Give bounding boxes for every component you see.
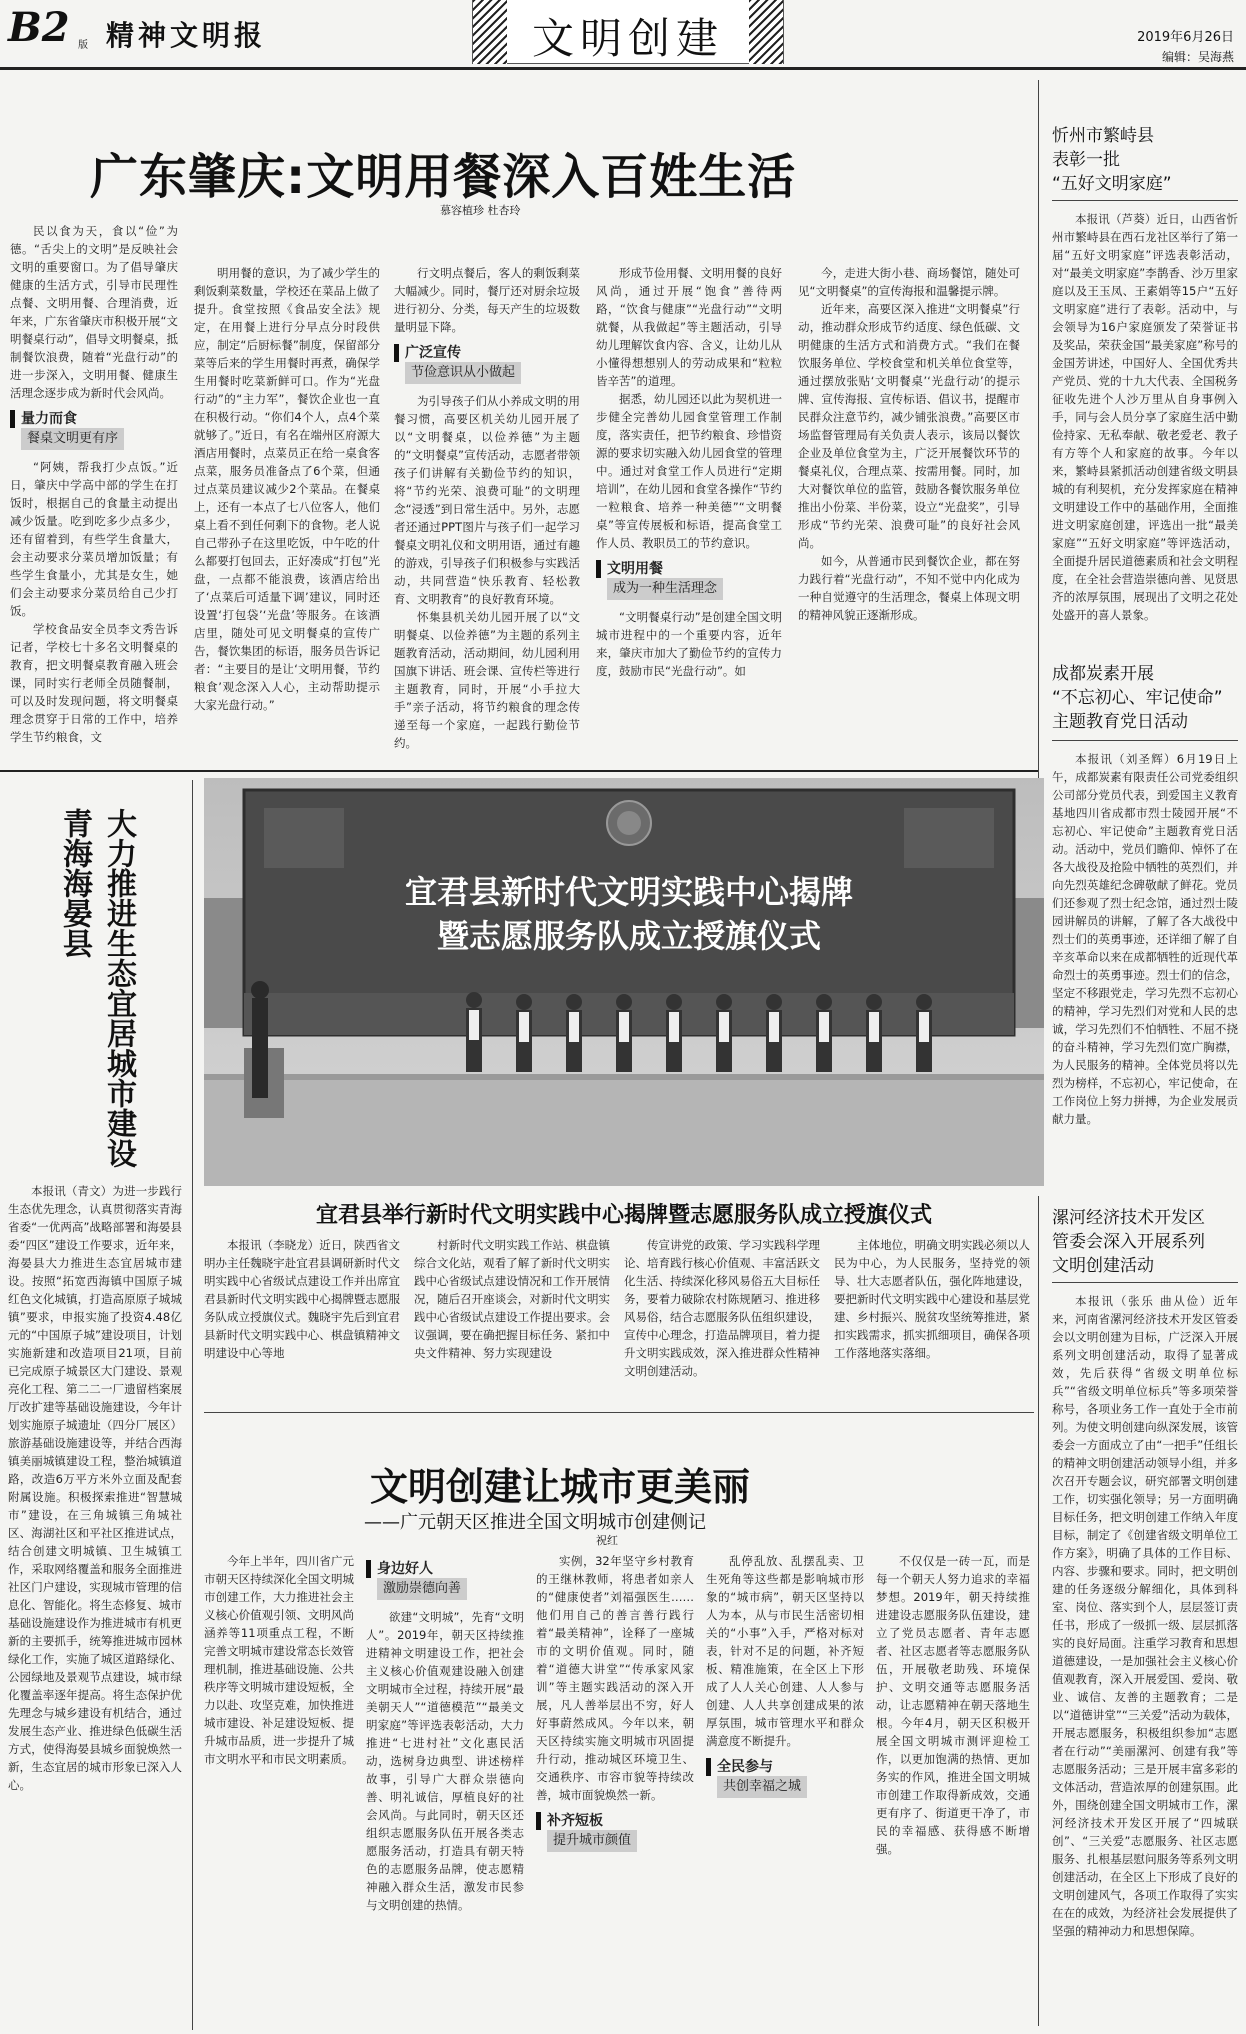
article1-column-3 bbox=[394, 264, 580, 760]
paragraph: 如今，从普通市民到餐饮企业，都在努力践行着“光盘行动”，不知不觉中内化成为一种自觉遵守的生活理念，餐桌上体现文明的精神风貌正逐渐形成。 bbox=[798, 554, 1020, 622]
paragraph: 形成节俭用餐、文明用餐的良好风尚，通过开展“饱食”善待两路，“饮食与健康”“光盘行动”“文明就餐，从我做起”等主题活动，引导幼儿理解饮食内容、含义，让幼儿从小懂得想想别人的劳动成果和“粒粒皆辛苦”的道理。 bbox=[596, 266, 782, 388]
subhead-subtitle: 激励崇德向善 bbox=[377, 1578, 467, 1600]
paragraph: 本报讯（青文）为进一步践行生态优先理念，认真贯彻落实青海省委“一优两高”战略部署和海晏县委“四区”建设工作要求，近年来，海晏县大力推进生态宜居城市建设。按照“拓宽西海镇中国原子城红色文化城镇，打造高原原子城城镇”要求，申报实施了投资4.48亿元的“中国原子城”建设项目，计划实施新建和改造项目21项，目前已完成原子城景区大门建设、景观亮化工程、第二二一厂遗留档案展厅改扩建等基础设施建设，今年计划实施原子城遗址（四分厂展区）旅游基础设施建设等，并结合西海镇美丽城镇建设工程，整治城镇道路，改造6万平方米外立面及配套附属设施。积极探索推进“智慧城市”建设，在三角城镇三角城社区、海湖社区和平社区推进试点，结合创建文明城镇、卫生城镇工作，采取网络覆盖和服务全面推进社区门户建设，实现城市管理的信息化、智能化。将生态修复、城市基础设施建设作为推进城市有机更新的主要抓手，统筹推进城市园林绿化工作，实施了城区道路绿化、公园绿地及景观节点建设，城市绿化覆盖率逐年提高。将生态保护优先理念与城乡建设有机结合，通过发展生态产业、推进绿色低碳生活方式，使得海晏县城乡面貌焕然一新，生态宜居的城市形象已深入人心。 bbox=[8, 1184, 182, 1792]
photo-caption: 宜君县举行新时代文明实践中心揭牌暨志愿服务队成立授旗仪式 bbox=[315, 1203, 932, 1228]
article4-column-3 bbox=[536, 1552, 694, 2028]
article4-subtitle: ——广元朝天区推进全国文明城市创建侧记 bbox=[364, 1512, 706, 1533]
divider bbox=[1052, 740, 1238, 741]
issue-date: 2019年6月26日 bbox=[1137, 30, 1234, 45]
article4-title: 文明创建让城市更美丽 bbox=[370, 1465, 751, 1509]
page-ban-label: 版 bbox=[78, 40, 88, 51]
article4-column-4 bbox=[706, 1552, 864, 2028]
paragraph: 不仅仅是一砖一瓦，而是每一个朝天人努力追求的幸福梦想。2019年，朝天持续推进建设志愿服务队伍建设，建立了党员志愿者、青年志愿者、社区志愿者等志愿服务队伍，开展敬老助残、环境保护、文明交通等志愿服务活动，让志愿精神在朝天落地生根。今年4月，朝天区积极开展全国文明城市测评迎检工作，以更加饱满的热情、更加务实的作风，推进全国文明城市创建工作取得新成效，交通更有序了、街道更干净了，市民的幸福感、获得感不断增强。 bbox=[876, 1554, 1030, 1856]
section-divider bbox=[204, 1412, 1034, 1413]
article4-column-2 bbox=[366, 1552, 524, 2028]
article3-column-3 bbox=[624, 1236, 820, 1402]
article2-title-location: 青海海晏县 bbox=[57, 808, 92, 958]
page-header bbox=[0, 0, 1246, 70]
sidebar2-title-line: “不忘初心、牢记使命” bbox=[1052, 688, 1223, 708]
paragraph: 本报讯（芦葵）近日，山西省忻州市繁峙县在西石龙社区举行了第一届“五好文明家庭”评选表彰活动，对“最美文明家庭”李鹊香、沙万里家庭以及王玉凤、王素娟等15户“五好文明家庭”进行了表彰。活动中，与会领导为16户家庭颁发了荣誉证书及奖品，荣获金国“最美家庭”称号的金国芳讲述，中国好人、全国优秀共产党员、党的十九大代表、全国税务征收先进个人沙万里从自身事例入手，同与会人员分享了家庭生活中勤俭持家、无私奉献、敬老爱老、教子有方等个人和家庭的故事。今年以来，繁峙县紧抓活动创建省级文明县城的有利契机，充分发挥家庭在精神文明建设工作中的基础作用，全面推进文明家庭创建，评选出一批“最美家庭”“五好文明家庭”等评选活动，全面提升居民道德素质和社会文明程度，在全社会营造崇德向善、见贤思齐的浓厚氛围，展现出了文明之花处处盛开的喜人景象。 bbox=[1052, 212, 1238, 622]
sidebar3-title-line: 文明创建活动 bbox=[1052, 1256, 1154, 1276]
newspaper-name: 精神文明报 bbox=[106, 19, 267, 52]
column-divider bbox=[192, 780, 193, 2030]
paragraph: “阿姨，帮我打少点饭。”近日，肇庆中学高中部的学生在打饭时，根据自己的食量主动提出减少饭量。吃到吃多少点多少，还有留着到，有些学生食量大，会主动要求分菜员增加饭量；有些学生食量小，尤其是女生，她们会主动要求分菜员给自己少打饭。 bbox=[10, 460, 178, 618]
sidebar1-body bbox=[1052, 210, 1238, 650]
article3-column-2 bbox=[414, 1236, 610, 1402]
paragraph: 民以食为天，食以“俭”为德。“舌尖上的文明”是反映社会文明的重要窗口。为了倡导肇庆健康的生活方式，引导市民理性点餐、文明用餐、合理消费，近年来，广东省肇庆市积极开展“文明餐桌行动”，倡导文明餐桌，抵制餐饮浪费，随着“光盘行动”的进一步深入，文明用餐、健康生活理念逐步成为新时代会风尚。 bbox=[10, 224, 178, 400]
paragraph: 怀集县机关幼儿园开展了以“文明餐桌、以俭养德”为主题的系列主题教育活动，活动期间，幼儿园利用国旗下讲话、班会课、宣传栏等进行主题教育，同时，开展“小手拉大手”亲子活动，将节约粮食的理念传递至每一个家庭，一起践行勤俭节约。 bbox=[394, 610, 580, 750]
article3-column-4 bbox=[834, 1236, 1030, 1402]
article3-column-1 bbox=[204, 1236, 400, 1402]
subhead-title: 量力而食 bbox=[10, 410, 124, 428]
paragraph: 学校食品安全员李文秀告诉记者，学校七十多名文明餐桌的教育，把文明餐桌教育融入班会课，同时实行老师全员随餐制，可以及时发现问题，将文明餐桌理念贯穿于日常的工作中，培养学生节约粮食，文 bbox=[10, 622, 178, 744]
subhead-2 bbox=[536, 1812, 637, 1852]
paragraph: 主体地位，明确文明实践必须以人民为中心，为人民服务，坚持党的领导、壮大志愿者队伍，强化阵地建设，要把新时代文明实践中心建设和基层党建、乡村振兴、脱贫攻坚统筹推进，紧扣实践需求，抓实抓细项目，确保各项工作落地落实落细。 bbox=[834, 1238, 1030, 1360]
paragraph: 近年来，高要区深入推进“文明餐桌”行动，推动群众形成节约适度、绿色低碳、文明健康的生活方式和消费方式。“我们在餐饮服务单位、学校食堂和机关单位食堂等，通过摆放张贴‘文明餐桌’‘光盘行动’的提示牌、宣传海报、宣传标语、倡议书，提醒市民群众注意节约，减少铺张浪费。”高要区市场监督管理局有关负责人表示，该局以餐饮企业及单位食堂为主，广泛开展餐饮环节的餐桌礼仪，合理点菜、按需用餐。同时，加大对餐饮单位的监管，鼓励各餐饮服务单位推出小份菜、半份菜，设立“光盘奖”，引导形成“节约光荣、浪费可耻”的良好社会风尚。 bbox=[798, 302, 1020, 550]
subhead-3 bbox=[596, 560, 723, 600]
article1-title: 广东肇庆:文明用餐深入百姓生活 bbox=[90, 149, 797, 205]
section-banner bbox=[472, 0, 784, 64]
article1-column-4 bbox=[596, 264, 782, 760]
sidebar1-title bbox=[1052, 124, 1172, 196]
sidebar3-title bbox=[1052, 1206, 1205, 1278]
sidebar-divider bbox=[1038, 1196, 1039, 2026]
article4-byline: 祝红 bbox=[596, 1534, 618, 1547]
sidebar3-title-line: 管委会深入开展系列 bbox=[1052, 1232, 1205, 1252]
subhead-subtitle: 节俭意识从小做起 bbox=[405, 362, 521, 384]
paragraph: 实例，32年坚守乡村教育的王继林教师，将患者如亲人的“健康使者”刘福强医生……他们用自己的善言善行践行着“最美精神”，诠释了一座城市的文明价值观。同时，随着“道德大讲堂”“传承家风家训”等主题实践活动的深入开展，凡人善举层出不穷，好人好事蔚然成风。今年以来，朝天区持续实施文明城市巩固提升行动，推动城区环境卫生、交通秩序、市容市貌等持续改善，城市面貌焕然一新。 bbox=[536, 1554, 694, 1802]
subhead-1 bbox=[10, 410, 124, 450]
paragraph: 行文明点餐后，客人的剩饭剩菜大幅减少。同时，餐厅还对厨余垃圾进行初分、分类，每天产生的垃圾数量明显下降。 bbox=[394, 266, 580, 334]
paragraph: 为引导孩子们从小养成文明的用餐习惯，高要区机关幼儿园开展了以“文明餐桌，以俭养德”为主题的“文明餐桌”宣传活动，志愿者带领孩子们讲解有关勤俭节约的知识，将“节约光荣、浪费可耻”的文明理念“浸透”到日常生活中。另外，志愿者还通过PPT图片与孩子们一起学习餐桌文明礼仪和文明用语，通过有趣的游戏，引导孩子们积极参与实践活动，共同营造“快乐教育、轻松教育、文明教育”的良好教育环境。 bbox=[394, 394, 580, 606]
photo-banner bbox=[264, 870, 994, 958]
section-divider bbox=[0, 770, 1038, 772]
paragraph: 今年上半年，四川省广元市朝天区持续深化全国文明城市创建工作，大力推进社会主义核心价值观引领、文明风尚涵养等11项重点工程，不断完善文明城市建设常态长效管理机制，推进基础设施、公共秩序等文明城市建设短板，全力以赴、攻坚克难，加快推进城市建设、补足建设短板、提升城市品质，进一步提升了城市文明水平和市民文明素质。 bbox=[204, 1554, 354, 1766]
paragraph: 村新时代文明实践工作站、棋盘镇综合文化站，观看了解了新时代文明实践中心省级试点建设情况和工作开展情况，随后召开座谈会，对新时代文明实践中心省级试点建设工作提出要求。会议强调，要在确把握目标任务、紧扣中央文件精神、努力实现建设 bbox=[414, 1238, 610, 1360]
sidebar1-title-line: 忻州市繁峙县 bbox=[1052, 126, 1154, 146]
paragraph: 今，走进大街小巷、商场餐馆，随处可见“文明餐桌”的宣传海报和温馨提示牌。 bbox=[798, 266, 1020, 298]
event-photo-illustration bbox=[204, 778, 1044, 1186]
subhead-subtitle: 餐桌文明更有序 bbox=[21, 428, 124, 450]
article2-title-main: 大力推进生态宜居城市建设 bbox=[101, 808, 136, 1168]
paragraph: 本报讯（张乐 曲从俭）近年来，河南省漯河经济技术开发区管委会以文明创建为目标，广泛深入开展系列文明创建活动，取得了显著成效，先后获得“省级文明单位标兵”“省级文明单位标兵”等多项荣誉称号，各项业务工作一直处于全市前列。为使文明创建向纵深发展，该管委会一方面成立了由“一把手”任组长的精神文明创建活动领导小组，并多次召开专题会议，研究部署文明创建工作，切实强化领导；另一方面明确目标任务，把文明创建工作纳入年度目标，制定了《创建省级文明单位工作方案》，明确了具体的工作目标、内容、步骤和要求。同时，把文明创建的任务逐级分解细化，具体到科室、岗位、落实到个人，层层签订责任书，形成了一级抓一级、层层抓落实的良好局面。注重学习教育和思想道德建设，一是加强社会主义核心价值观教育，深入开展爱国、爱岗、敬业、诚信、友善的主题教育；二是以“道德讲堂”“三关爱”活动为载体，开展志愿服务，积极组织参加“志愿者在行动”“美丽漯河、创建有我”等志愿服务活动；三是开展丰富多彩的文体活动，营造浓厚的创建氛围。此外，围绕创建全国文明城市工作，漯河经济技术开发区开展了“四城联创”、“三关爱”志愿服务、社区志愿服务、扎根基层慰问服务等系列文明创建活动，在全区上下形成了良好的文明创建风气，各项工作取得了实实在在的成效，为经济社会发展提供了坚强的精神动力和思想保障。 bbox=[1052, 1294, 1238, 1938]
editor-credit: 编辑：吴海燕 bbox=[1161, 50, 1234, 64]
sidebar-divider bbox=[1038, 80, 1039, 790]
sidebar1-title-line: 表彰一批 bbox=[1052, 150, 1120, 170]
photo-banner-line: 宜君县新时代文明实践中心揭牌 bbox=[404, 873, 853, 911]
article1-column-5 bbox=[798, 264, 1020, 760]
photo-banner-line: 暨志愿服务队成立授旗仪式 bbox=[436, 917, 821, 955]
event-photo bbox=[204, 778, 1044, 1186]
subhead-3 bbox=[706, 1758, 807, 1798]
paragraph: 本报讯（李晓龙）近日，陕西省文明办主任魏晓宇赴宜君县调研新时代文明实践中心省级试点建设工作并出席宜君县新时代文明实践中心揭牌暨志愿服务队成立授旗仪式。魏晓宇先后到宜君县新时代文明实践中心、棋盘镇精神文明建设中心等地 bbox=[204, 1238, 400, 1360]
sidebar2-title-line: 成都炭素开展 bbox=[1052, 664, 1154, 684]
article1-column-1 bbox=[10, 222, 178, 760]
paragraph: 本报讯（刘圣辉）6月19日上午，成都炭素有限责任公司党委组织公司部分党员代表，到爱国主义教育基地四川省成都市烈士陵园开展“不忘初心、牢记使命”主题教育党日活动。活动中，党员们瞻仰、悼怀了在各大战役及抢险中牺牲的英烈们，并向先烈英雄纪念碑敬献了鲜花。党员们还参观了烈士纪念馆，通过烈士陵园讲解员的讲解，了解了各大战役中烈士们的英勇事迹，还详细了解了自辛亥革命以来在成都牺牲的近现代革命烈士的英勇事迹。烈士们的信念，坚定不移跟党走，学习先烈不忘初心的精神，学习先烈们对党和人民的忠诚，学习先烈们不怕牺牲、不屈不挠的奋斗精神，学习先烈们宽广胸襟，为人民服务的精神。全体党员将以先烈为榜样，不忘初心，牢记使命，在工作岗位上努力拼搏，为企业发展贡献力量。 bbox=[1052, 752, 1238, 1126]
paragraph: 乱停乱放、乱摆乱卖、卫生死角等这些都是影响城市形象的“城市病”，朝天区坚持以人为本，从与市民生活密切相关的“小事”入手，严格对标对表，针对不足的问题，补齐短板、精准施策，在全区上下形成了人人关心创建、人人参与创建、人人共享创建成果的浓厚氛围，城市管理水平和群众满意度不断提升。 bbox=[706, 1554, 864, 1748]
sidebar2-title bbox=[1052, 662, 1223, 734]
article4-column-5 bbox=[876, 1552, 1030, 2028]
subhead-title: 文明用餐 bbox=[596, 560, 723, 578]
sidebar2-title-line: 主题教育党日活动 bbox=[1052, 712, 1188, 732]
divider bbox=[1052, 1282, 1238, 1283]
subhead-subtitle: 成为一种生活理念 bbox=[607, 578, 723, 600]
divider bbox=[1052, 200, 1238, 201]
subhead-title: 身边好人 bbox=[366, 1560, 467, 1578]
article1-byline: 慕容植珍 杜杏玲 bbox=[440, 204, 521, 217]
paragraph: 传宣讲党的政策、学习实践科学理论、培育践行核心价值观、丰富活跃文化生活、持续深化移风易俗五大目标任务，要着力破除农村陈规陋习、推进移风易俗，结合志愿服务队伍组织建设，宣传中心理念，打造品牌项目，着力提升文明实践成效，深入推进群众性精神文明创建活动。 bbox=[624, 1238, 820, 1378]
subhead-title: 全民参与 bbox=[706, 1758, 807, 1776]
paragraph: 欲建“文明城”，先育“文明人”。2019年，朝天区持续推进精神文明建设工作，把社会主义核心价值观建设融入创建文明城市全过程，持续开展“最美朝天人”“道德模范”“最美文明家庭”等评选表彰活动，大力推进“七进村社”文化惠民活动，选树身边典型、讲述榜样故事，引导广大群众崇德向善、明礼诚信，厚植良好的社会风尚。与此同时，朝天区还组织志愿服务队伍开展各类志愿服务活动，打造具有朝天特色的志愿服务品牌，使志愿精神融入群众生活，激发市民参与文明创建的热情。 bbox=[366, 1610, 524, 1912]
section-title: 文明创建 bbox=[531, 14, 724, 63]
paragraph: 据悉，幼儿园还以此为契机进一步健全完善幼儿园食堂管理工作制度，落实责任，把节约粮食、珍惜资源的要求切实融入幼儿园食堂的管理中。通过对食堂工作人员进行“定期培训”，在幼儿园和食堂各操作“节约一粒粮食、培养一种美德”“文明餐桌”等宣传展板和标语，提高食堂工作人员、教职员工的节约意识。 bbox=[596, 392, 782, 550]
subhead-subtitle: 提升城市颜值 bbox=[547, 1830, 637, 1852]
subhead-1 bbox=[366, 1560, 467, 1600]
subhead-title: 广泛宣传 bbox=[394, 344, 521, 362]
paragraph: “文明餐桌行动”是创建全国文明城市进程中的一个重要内容，近年来，肇庆市加大了勤俭节约的宣传力度，鼓励市民“光盘行动”。如 bbox=[596, 610, 782, 678]
page-number: B2 bbox=[8, 4, 70, 51]
sidebar3-body bbox=[1052, 1292, 1238, 2022]
subhead-title: 补齐短板 bbox=[536, 1812, 637, 1830]
paragraph: 明用餐的意识，为了减少学生的剩饭剩菜数量，学校还在菜品上做了提升。食堂按照《食品安全法》规定，在用餐上进行分早点分时段供应，制定“后厨标餐”制度，保留部分菜等后来的学生用餐时再煮，确保学生用餐时吃菜新鲜可口。作为“光盘行动”的“主力军”，餐饮企业也一直在积极行动。“你们4个人，点4个菜就够了。”近日，有名在端州区府源大酒店用餐时，点菜员正在给一桌食客点菜，服务员准备点了6个菜，但通过点菜员建议减少2个菜品。在餐桌上，还有一本点了七八位客人，他们桌上看不到任何剩下的食物。老人说自己带孙子在这里吃饭，中午吃的什么都要打包回去，正好凑成“打包”光盘，一点都不能浪费，该酒店给出了‘点菜后可适量下调’建议，同时还设置‘打包袋’‘光盘’等服务。在该酒店里，随处可见文明餐桌的宣传广告，餐饮集团的标语，服务员告诉记者：“主要目的是让‘文明用餐，节约粮食’观念深入人心，主动帮助提示大家光盘行动。” bbox=[194, 266, 380, 712]
subhead-2 bbox=[394, 344, 521, 384]
article4-column-1 bbox=[204, 1552, 354, 2028]
article1-column-2 bbox=[194, 264, 380, 760]
sidebar1-title-line: “五好文明家庭” bbox=[1052, 174, 1172, 194]
sidebar2-body bbox=[1052, 750, 1238, 1182]
sidebar3-title-line: 漯河经济技术开发区 bbox=[1052, 1208, 1205, 1228]
article2-body bbox=[8, 1182, 182, 2028]
subhead-subtitle: 共创幸福之城 bbox=[717, 1776, 807, 1798]
